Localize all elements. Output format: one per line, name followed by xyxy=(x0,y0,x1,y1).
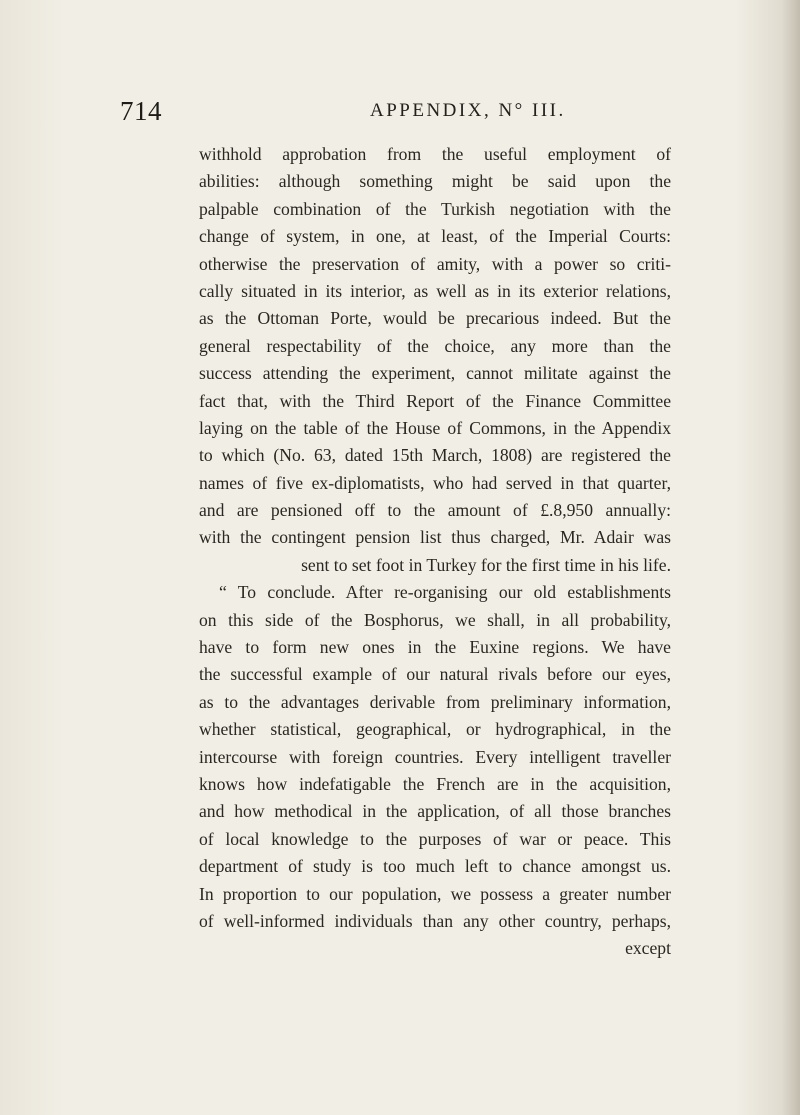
text-line: on this side of the Bosphorus, we shall, in all probability, xyxy=(199,609,671,630)
text-line: department of study is too much left to chance amongst us. xyxy=(199,856,671,877)
text-line: of local knowledge to the purposes of war or peace. This xyxy=(199,828,671,849)
page-edge-shadow xyxy=(782,0,800,1115)
text-line: and are pensioned off to the amount of £.8,950 annually: xyxy=(199,500,671,521)
text-line: as to the advantages derivable from preliminary information, xyxy=(199,691,671,712)
text-line-paragraph-start: “ To conclude. After re-organising our old establishments xyxy=(219,582,671,603)
text-line: the successful example of our natural rivals before our eyes, xyxy=(199,664,671,685)
page-number: 714 xyxy=(120,96,162,126)
text-line: palpable combination of the Turkish negotiation with the xyxy=(199,198,671,219)
text-line: withhold approbation from the useful employment of xyxy=(199,144,671,164)
text-line: fact that, with the Third Report of the Finance Committee xyxy=(199,390,671,411)
text-line: knows how indefatigable the French are in the acquisition, xyxy=(199,773,671,794)
text-line: general respectability of the choice, any more than the xyxy=(199,335,671,356)
text-line: to which (No. 63, dated 15th March, 1808) are registered the xyxy=(199,445,671,466)
text-line: and how methodical in the application, of all those branches xyxy=(199,801,671,822)
text-line: with the contingent pension list thus charged, Mr. Adair was xyxy=(199,527,671,548)
text-line: otherwise the preservation of amity, with a power so criti- xyxy=(199,253,671,274)
text-line: success attending the experiment, cannot militate against the xyxy=(199,363,671,384)
text-line: intercourse with foreign countries. Every intelligent traveller xyxy=(199,746,671,767)
text-line: have to form new ones in the Euxine regions. We have xyxy=(199,637,671,658)
page-header xyxy=(120,96,680,136)
body-text xyxy=(199,141,671,963)
text-line: abilities: although something might be said upon the xyxy=(199,171,671,192)
text-line: as the Ottoman Porte, would be precarious indeed. But the xyxy=(199,308,671,329)
text-line: laying on the table of the House of Commons, in the Appendix xyxy=(199,417,671,438)
text-line: In proportion to our population, we possess a greater number xyxy=(199,883,671,904)
text-line: cally situated in its interior, as well as in its exterior relations, xyxy=(199,280,671,301)
text-line: names of five ex-diplomatists, who had served in that quarter, xyxy=(199,472,671,493)
text-line: of well-informed individuals than any other country, perhaps, xyxy=(199,910,671,931)
text-line: change of system, in one, at least, of the Imperial Courts: xyxy=(199,226,671,247)
catchword: except xyxy=(625,938,671,959)
text-line: whether statistical, geographical, or hydrographical, in the xyxy=(199,719,671,740)
running-head: APPENDIX, N° III. xyxy=(370,100,566,121)
text-line-paragraph-end: sent to set foot in Turkey for the first time in his life. xyxy=(301,554,671,575)
